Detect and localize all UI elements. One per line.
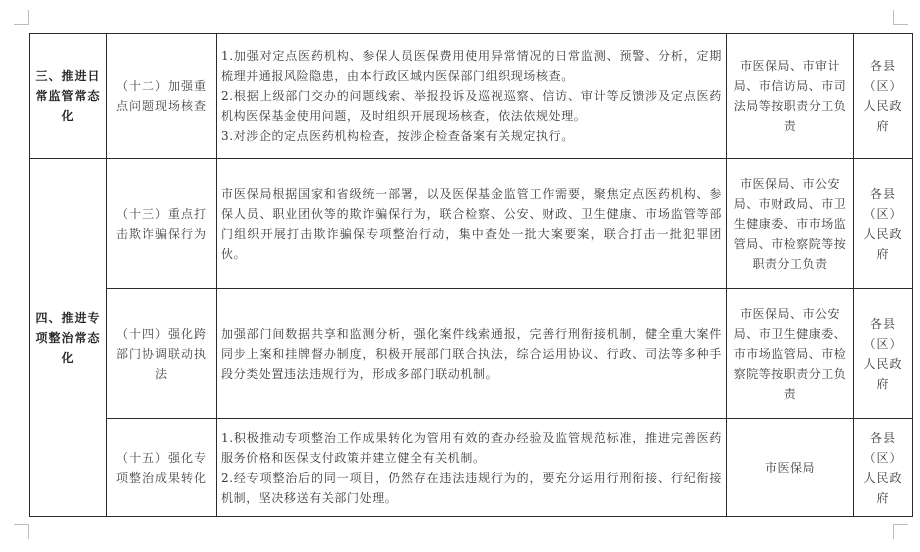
task-content-cell [217,419,727,517]
table-row [30,289,913,419]
crop-mark-top-left [14,10,29,25]
content-paragraph: 3.对涉企的定点医药机构检查，按涉企检查备案有关规定执行。 [221,129,574,143]
table-row [30,159,913,289]
task-content-cell [217,289,727,419]
task-content-cell [217,159,727,289]
responsible-departments-cell: 市医保局、市公安局、市卫生健康委、市市场监管局、市检察院等按职责分工负责 [727,289,854,419]
content-paragraph: 1.加强对定点医药机构、参保人员医保费用使用异常情况的日常监测、预警、分析，定期梳理并通报风险隐患，由本行政区域内医保部门组织现场核查。 [221,49,722,83]
task-item-cell: （十四）强化跨部门协调联动执法 [107,289,217,419]
content-paragraph: 2.经专项整治后的同一项目，仍然存在违法违规行为的，要充分运用行刑衔接、行纪衔接机制，坚决移送有关部门处理。 [221,470,722,505]
implementing-unit-cell: 各县（区）人民政府 [854,419,913,517]
crop-mark-bottom-right [893,524,908,539]
implementing-unit-cell: 各县（区）人民政府 [854,289,913,419]
table-row [30,34,913,159]
implementing-unit-cell: 各县（区）人民政府 [854,34,913,159]
crop-mark-bottom-left [14,524,29,539]
content-paragraph: 加强部门间数据共享和监测分析，强化案件线索通报，完善行刑衔接机制，健全重大案件同步上案和挂牌督办制度，积极开展部门联合执法，综合运用协议、行政、司法等多种手段分类处置违法违规行为，形成多部门联动机制。 [221,326,722,381]
responsible-departments-cell: 市医保局、市公安局、市财政局、市卫生健康委、市市场监管局、市检察院等按职责分工负责 [727,159,854,289]
task-content-cell [217,34,727,159]
task-item-cell: （十五）强化专项整治成果转化 [107,419,217,517]
task-item-cell: （十三）重点打击欺诈骗保行为 [107,159,217,289]
table-row [30,419,913,517]
responsible-departments-cell: 市医保局、市审计局、市信访局、市司法局等按职责分工负责 [727,34,854,159]
content-paragraph: 2.根据上级部门交办的问题线索、举报投诉及巡视巡察、信访、审计等反馈涉及定点医药机构医保基金使用问题，及时组织开展现场核查，依法依规处理。 [221,89,722,123]
content-paragraph: 市医保局根据国家和省级统一部署，以及医保基金监管工作需要，聚焦定点医药机构、参保人员、职业团伙等的欺诈骗保行为，联合检察、公安、财政、卫生健康、市场监管等部门组织开展打击欺诈骗保专项整治行动，集中查处一批大案要案，联合打击一批犯罪团伙。 [221,186,722,261]
category-cell: 三、推进日常监管常态化 [30,34,107,159]
task-table [29,33,913,517]
implementing-unit-cell: 各县（区）人民政府 [854,159,913,289]
responsible-departments-cell: 市医保局 [727,419,854,517]
content-paragraph: 1.积极推动专项整治工作成果转化为管用有效的查办经验及监管规范标准，推进完善医药服务价格和医保支付政策并建立健全有关机制。 [221,430,722,465]
task-item-cell: （十二）加强重点问题现场核查 [107,34,217,159]
crop-mark-top-right [893,10,908,25]
category-cell: 四、推进专项整治常态化 [30,159,107,517]
